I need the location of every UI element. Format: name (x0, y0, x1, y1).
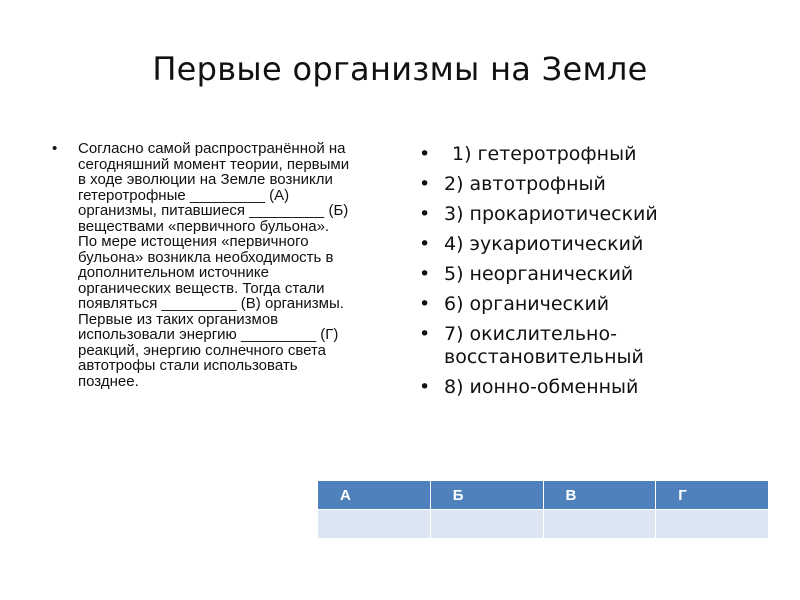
answer-header-v: В (543, 481, 656, 510)
bullet-marker: • (419, 263, 431, 285)
option-item (419, 203, 779, 226)
option-item (419, 263, 779, 286)
answer-table (317, 480, 769, 539)
option-item (419, 173, 779, 196)
bullet-marker: • (419, 293, 431, 315)
bullet-marker: • (419, 233, 431, 255)
answer-header-a: А (318, 481, 431, 510)
answer-header-g: Г (656, 481, 769, 510)
option-text: 2) автотрофный (444, 173, 606, 195)
bullet-marker: • (52, 140, 58, 157)
option-text: 8) ионно-обменный (444, 376, 639, 398)
option-text: 5) неорганический (444, 263, 634, 285)
answer-cell-g[interactable] (656, 510, 769, 539)
bullet-marker: • (419, 323, 431, 345)
option-item (419, 143, 779, 166)
bullet-marker: • (419, 376, 431, 398)
options-list (419, 143, 779, 406)
option-text: 6) органический (444, 293, 610, 315)
option-text: 7) окислительно-восстановительный (444, 323, 644, 368)
answer-header-b: Б (430, 481, 543, 510)
bullet-marker: • (419, 173, 431, 195)
option-item (419, 293, 779, 316)
bullet-marker: • (419, 203, 431, 225)
task-text-block (52, 141, 352, 389)
bullet-marker: • (419, 143, 431, 165)
option-text: 1) гетеротрофный (452, 143, 637, 165)
option-text: 3) прокариотический (444, 203, 658, 225)
answer-cell-v[interactable] (543, 510, 656, 539)
task-text: Согласно самой распространённой на сегодняшний момент теории, первыми в ходе эволюции на Земле возникли гетеротрофные _________ (А) организмы, питавшиеся _________ (Б) веществами «первичного бульона». По мере истощения «первичного бульона» возникла необходимость в дополнительном источнике органических веществ. Тогда стали появляться _________ (В) организмы. Первые из таких организмов использовали энергию _________ (Г) реакций, энергию солнечного света автотрофы стали использовать позднее. (78, 140, 350, 390)
option-item (419, 323, 779, 369)
slide-title: Первые организмы на Земле (152, 50, 648, 89)
option-item (419, 376, 779, 399)
answer-cell-a[interactable] (318, 510, 431, 539)
option-text: 4) эукариотический (444, 233, 644, 255)
answer-table-header-row (318, 481, 769, 510)
answer-row (318, 510, 769, 539)
answer-cell-b[interactable] (430, 510, 543, 539)
option-item (419, 233, 779, 256)
